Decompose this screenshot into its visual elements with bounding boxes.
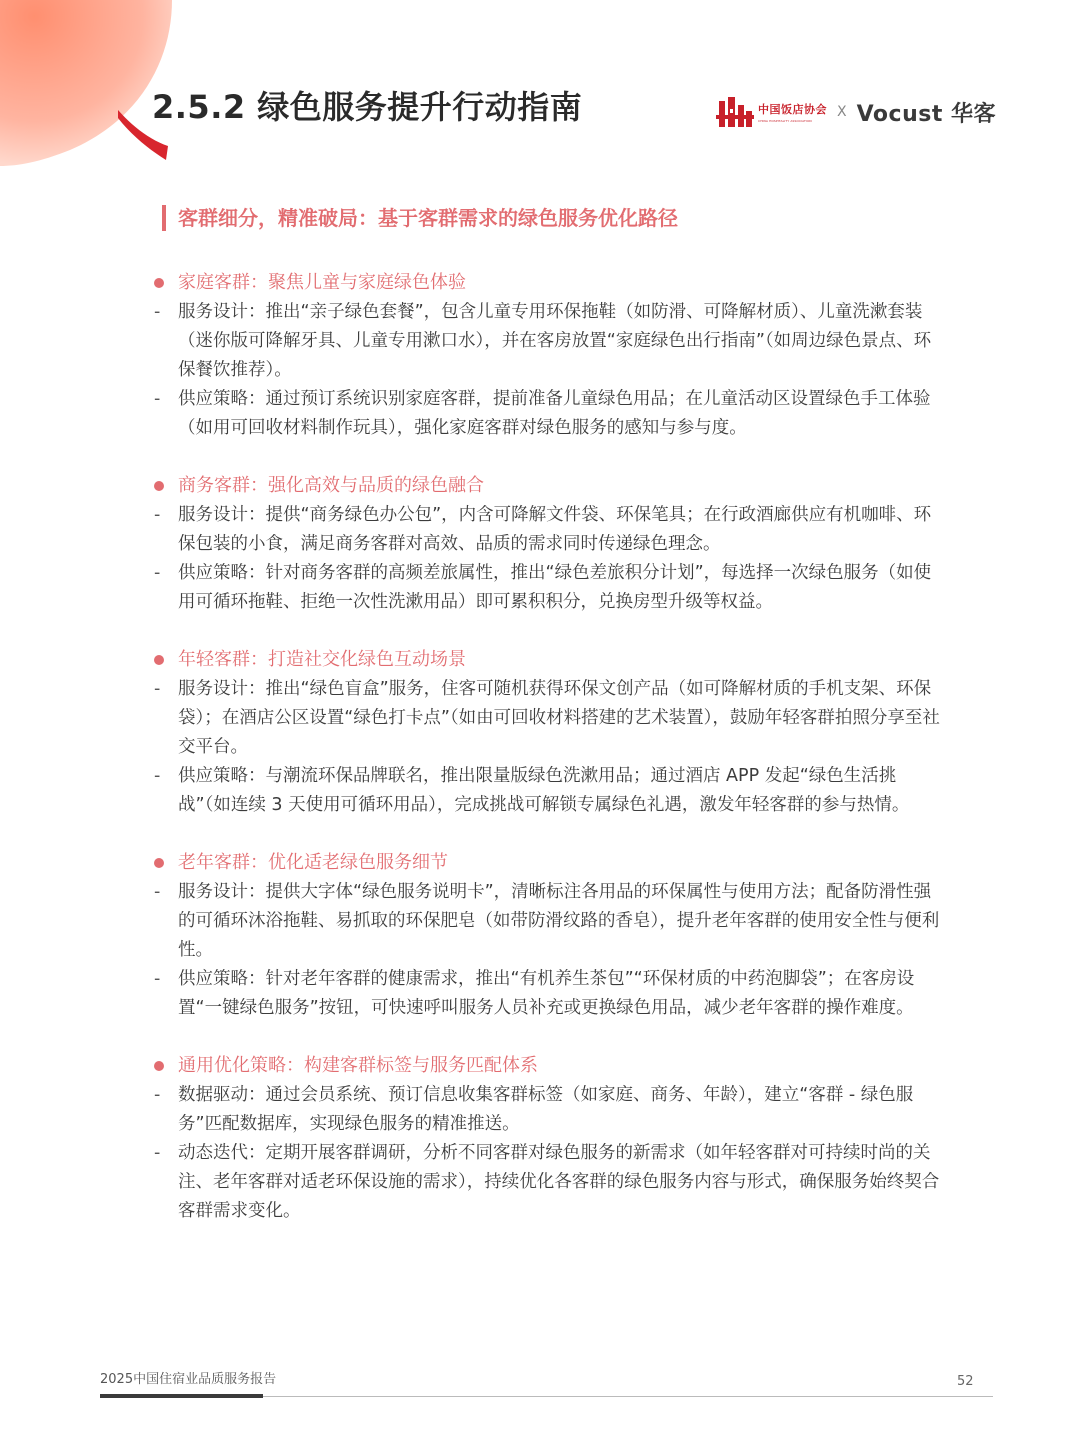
logo-separator: X bbox=[837, 104, 847, 120]
list-item bbox=[152, 501, 942, 559]
group-title-text: 商务客群：强化高效与品质的绿色融合 bbox=[178, 475, 484, 496]
page-title: 2.5.2 绿色服务提升行动指南 bbox=[152, 88, 583, 126]
vocust-logo: Vocust 华客 bbox=[856, 101, 997, 127]
list-item bbox=[152, 298, 942, 385]
list-item-text: 供应策略：通过预订系统识别家庭客群，提前准备儿童绿色用品；在儿童活动区设置绿色手工体验（如用可回收材料制作玩具），强化家庭客群对绿色服务的感知与参与度。 bbox=[178, 389, 931, 438]
dash-icon: - bbox=[154, 302, 161, 322]
list-item bbox=[152, 878, 942, 965]
cha-logo-cn: 中国饭店协会 bbox=[758, 103, 827, 116]
footer-report-name: 2025中国住宿业品质服务报告 bbox=[100, 1372, 277, 1387]
list-item bbox=[152, 1139, 942, 1226]
dash-icon: - bbox=[154, 882, 161, 902]
list-item-text: 服务设计：推出“绿色盲盒”服务，住客可随机获得环保文创产品（如可降解材质的手机支架、环保袋）；在酒店公区设置“绿色打卡点”（如由可回收材料搭建的艺术装置），鼓励年轻客群拍照分享至社交平台。 bbox=[178, 679, 940, 757]
group-title-text: 通用优化策略：构建客群标签与服务匹配体系 bbox=[178, 1055, 538, 1076]
list-item-text: 供应策略：针对老年客群的健康需求，推出“有机养生茶包”“环保材质的中药泡脚袋”；在客房设置“一键绿色服务”按钮，可快速呼叫服务人员补充或更换绿色用品，减少老年客群的操作难度。 bbox=[178, 969, 915, 1018]
group-title bbox=[152, 1051, 942, 1081]
list-item-text: 服务设计：推出“亲子绿色套餐”，包含儿童专用环保拖鞋（如防滑、可降解材质）、儿童洗漱套装（迷你版可降解牙具、儿童专用漱口水），并在客房放置“家庭绿色出行指南”（如周边绿色景点、环保餐饮推荐）。 bbox=[178, 302, 932, 380]
page-number: 52 bbox=[957, 1374, 974, 1389]
customer-group-business bbox=[152, 471, 942, 617]
general-optimization-strategy bbox=[152, 1051, 942, 1226]
list-item bbox=[152, 965, 942, 1023]
bullet-dot-icon bbox=[154, 278, 164, 288]
group-title bbox=[152, 268, 942, 298]
bullet-dot-icon bbox=[154, 1061, 164, 1071]
group-title bbox=[152, 645, 942, 675]
bullet-dot-icon bbox=[154, 655, 164, 665]
list-item-text: 数据驱动：通过会员系统、预订信息收集客群标签（如家庭、商务、年龄），建立“客群 - 绿色服务”匹配数据库，实现绿色服务的精准推送。 bbox=[178, 1085, 914, 1134]
dash-icon: - bbox=[154, 766, 161, 786]
group-title bbox=[152, 471, 942, 501]
cha-logo-icon bbox=[716, 95, 754, 129]
list-item bbox=[152, 1081, 942, 1139]
list-item-text: 服务设计：提供大字体“绿色服务说明卡”，清晰标注各用品的环保属性与使用方法；配备防滑性强的可循环沐浴拖鞋、易抓取的环保肥皂（如带防滑纹路的香皂），提升老年客群的使用安全性与便利性。 bbox=[178, 882, 940, 960]
list-item-text: 供应策略：针对商务客群的高频差旅属性，推出“绿色差旅积分计划”，每选择一次绿色服务（如使用可循环拖鞋、拒绝一次性洗漱用品）即可累积积分，兑换房型升级等权益。 bbox=[178, 563, 932, 612]
list-item bbox=[152, 559, 942, 617]
dash-icon: - bbox=[154, 969, 161, 989]
group-title-text: 年轻客群：打造社交化绿色互动场景 bbox=[178, 649, 466, 670]
customer-group-young bbox=[152, 645, 942, 820]
bullet-dot-icon bbox=[154, 858, 164, 868]
list-item-text: 服务设计：提供“商务绿色办公包”，内含可降解文件袋、环保笔具；在行政酒廊供应有机咖啡、环保包装的小食，满足商务客群对高效、品质的需求同时传递绿色理念。 bbox=[178, 505, 932, 554]
group-title bbox=[152, 848, 942, 878]
bullet-dot-icon bbox=[154, 481, 164, 491]
list-item bbox=[152, 762, 942, 820]
content-body bbox=[152, 268, 942, 1254]
cha-logo-en: CHINA HOSPITALITY ASSOCIATION bbox=[758, 119, 812, 123]
dash-icon: - bbox=[154, 1085, 161, 1105]
dash-icon: - bbox=[154, 389, 161, 409]
list-item bbox=[152, 385, 942, 443]
cha-logo-text bbox=[758, 101, 827, 123]
logo-group bbox=[716, 92, 996, 132]
dash-icon: - bbox=[154, 679, 161, 699]
list-item bbox=[152, 675, 942, 762]
customer-group-elderly bbox=[152, 848, 942, 1023]
footer-accent-bar bbox=[100, 1394, 263, 1398]
list-item-text: 动态迭代：定期开展客群调研，分析不同客群对绿色服务的新需求（如年轻客群对可持续时尚的关注、老年客群对适老环保设施的需求），持续优化各客群的绿色服务内容与形式，确保服务始终契合客群需求变化。 bbox=[178, 1143, 940, 1221]
dash-icon: - bbox=[154, 1143, 161, 1163]
group-title-text: 老年客群：优化适老绿色服务细节 bbox=[178, 852, 448, 873]
dash-icon: - bbox=[154, 505, 161, 525]
group-title-text: 家庭客群：聚焦儿童与家庭绿色体验 bbox=[178, 272, 466, 293]
customer-group-family bbox=[152, 268, 942, 443]
list-item-text: 供应策略：与潮流环保品牌联名，推出限量版绿色洗漱用品；通过酒店 APP 发起“绿色生活挑战”（如连续 3 天使用可循环用品），完成挑战可解锁专属绿色礼遇，激发年轻客群的参与热情。 bbox=[178, 766, 910, 815]
section-heading: 客群细分，精准破局：基于客群需求的绿色服务优化路径 bbox=[162, 205, 678, 231]
dash-icon: - bbox=[154, 563, 161, 583]
